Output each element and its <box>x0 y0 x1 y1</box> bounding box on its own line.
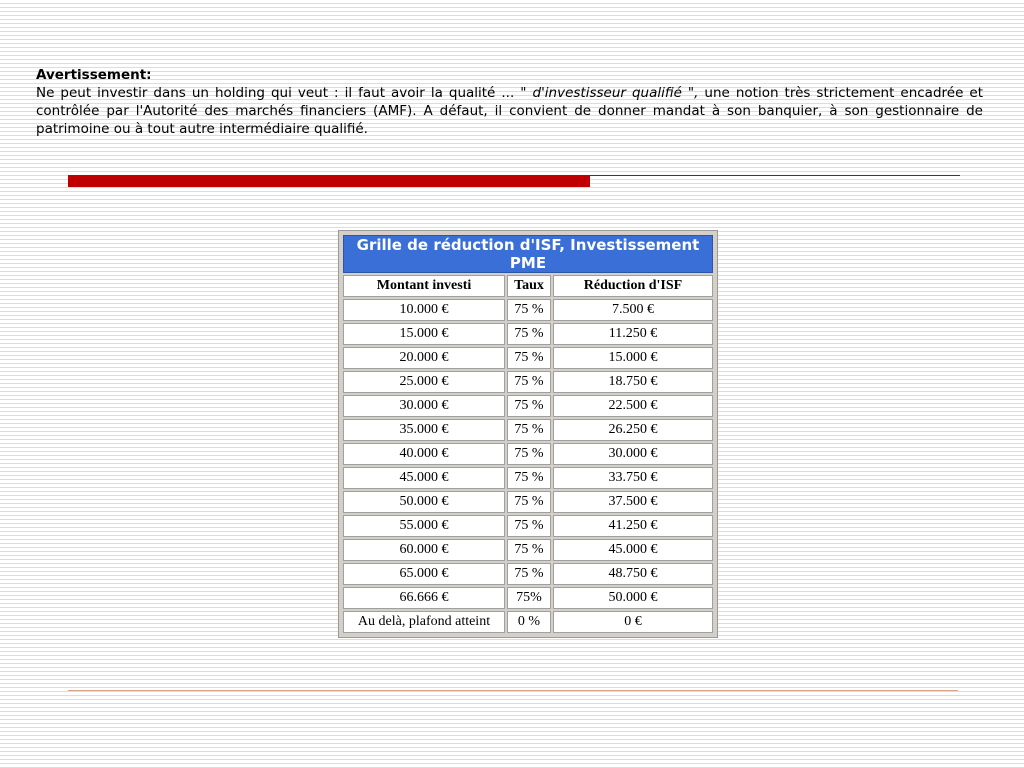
cell-montant: 66.666 € <box>343 587 505 609</box>
cell-reduction: 0 € <box>553 611 713 633</box>
cell-taux: 75 % <box>507 347 551 369</box>
table-row <box>343 323 713 345</box>
cell-taux: 75 % <box>507 491 551 513</box>
table-row <box>343 467 713 489</box>
cell-montant: 50.000 € <box>343 491 505 513</box>
table-row <box>343 419 713 441</box>
warning-text-italic: " d'investisseur qualifié ", <box>520 85 699 101</box>
cell-montant: 60.000 € <box>343 539 505 561</box>
cell-montant: 45.000 € <box>343 467 505 489</box>
cell-reduction: 15.000 € <box>553 347 713 369</box>
cell-taux: 75 % <box>507 419 551 441</box>
cell-montant: Au delà, plafond atteint <box>343 611 505 633</box>
table-row <box>343 371 713 393</box>
warning-title: Avertissement: <box>36 67 152 83</box>
cell-montant: 35.000 € <box>343 419 505 441</box>
table-row <box>343 347 713 369</box>
cell-montant: 65.000 € <box>343 563 505 585</box>
table-row <box>343 491 713 513</box>
cell-reduction: 30.000 € <box>553 443 713 465</box>
isf-reduction-table <box>338 230 718 638</box>
cell-taux: 75 % <box>507 443 551 465</box>
header-montant-investi: Montant investi <box>343 275 505 297</box>
cell-montant: 30.000 € <box>343 395 505 417</box>
warning-text-start: Ne peut investir dans un holding qui veut : il faut avoir la qualité ... <box>36 85 521 101</box>
cell-montant: 40.000 € <box>343 443 505 465</box>
red-divider-thin <box>590 175 960 176</box>
warning-block <box>36 66 983 138</box>
cell-taux: 75 % <box>507 539 551 561</box>
table-row <box>343 587 713 609</box>
red-divider-thick <box>68 175 590 187</box>
cell-reduction: 33.750 € <box>553 467 713 489</box>
cell-reduction: 45.000 € <box>553 539 713 561</box>
cell-reduction: 37.500 € <box>553 491 713 513</box>
table-caption: Grille de réduction d'ISF, Investissement PME <box>343 235 713 273</box>
cell-taux: 0 % <box>507 611 551 633</box>
cell-taux: 75 % <box>507 563 551 585</box>
cell-montant: 25.000 € <box>343 371 505 393</box>
bottom-divider <box>68 690 958 691</box>
header-reduction-isf: Réduction d'ISF <box>553 275 713 297</box>
table-row <box>343 515 713 537</box>
cell-montant: 20.000 € <box>343 347 505 369</box>
cell-reduction: 11.250 € <box>553 323 713 345</box>
cell-reduction: 7.500 € <box>553 299 713 321</box>
table-row <box>343 563 713 585</box>
table-row <box>343 539 713 561</box>
header-taux: Taux <box>507 275 551 297</box>
cell-taux: 75 % <box>507 323 551 345</box>
cell-montant: 15.000 € <box>343 323 505 345</box>
cell-reduction: 18.750 € <box>553 371 713 393</box>
cell-reduction: 22.500 € <box>553 395 713 417</box>
table-row <box>343 395 713 417</box>
cell-taux: 75 % <box>507 371 551 393</box>
warning-text-end: une notion très strictement encadrée et contrôlée par l'Autorité des marchés financiers (AMF). A défaut, il convient de donner mandat à son banquier, à son gestionnaire de patrimoine ou à tout autre intermédiaire qualifié. <box>36 85 984 137</box>
table-body <box>343 299 713 633</box>
cell-montant: 10.000 € <box>343 299 505 321</box>
cell-reduction: 48.750 € <box>553 563 713 585</box>
cell-taux: 75 % <box>507 467 551 489</box>
table-row <box>343 611 713 633</box>
cell-taux: 75 % <box>507 299 551 321</box>
table-row <box>343 299 713 321</box>
cell-taux: 75 % <box>507 395 551 417</box>
cell-reduction: 50.000 € <box>553 587 713 609</box>
table-row <box>343 443 713 465</box>
cell-reduction: 41.250 € <box>553 515 713 537</box>
cell-taux: 75 % <box>507 515 551 537</box>
cell-reduction: 26.250 € <box>553 419 713 441</box>
cell-taux: 75% <box>507 587 551 609</box>
cell-montant: 55.000 € <box>343 515 505 537</box>
